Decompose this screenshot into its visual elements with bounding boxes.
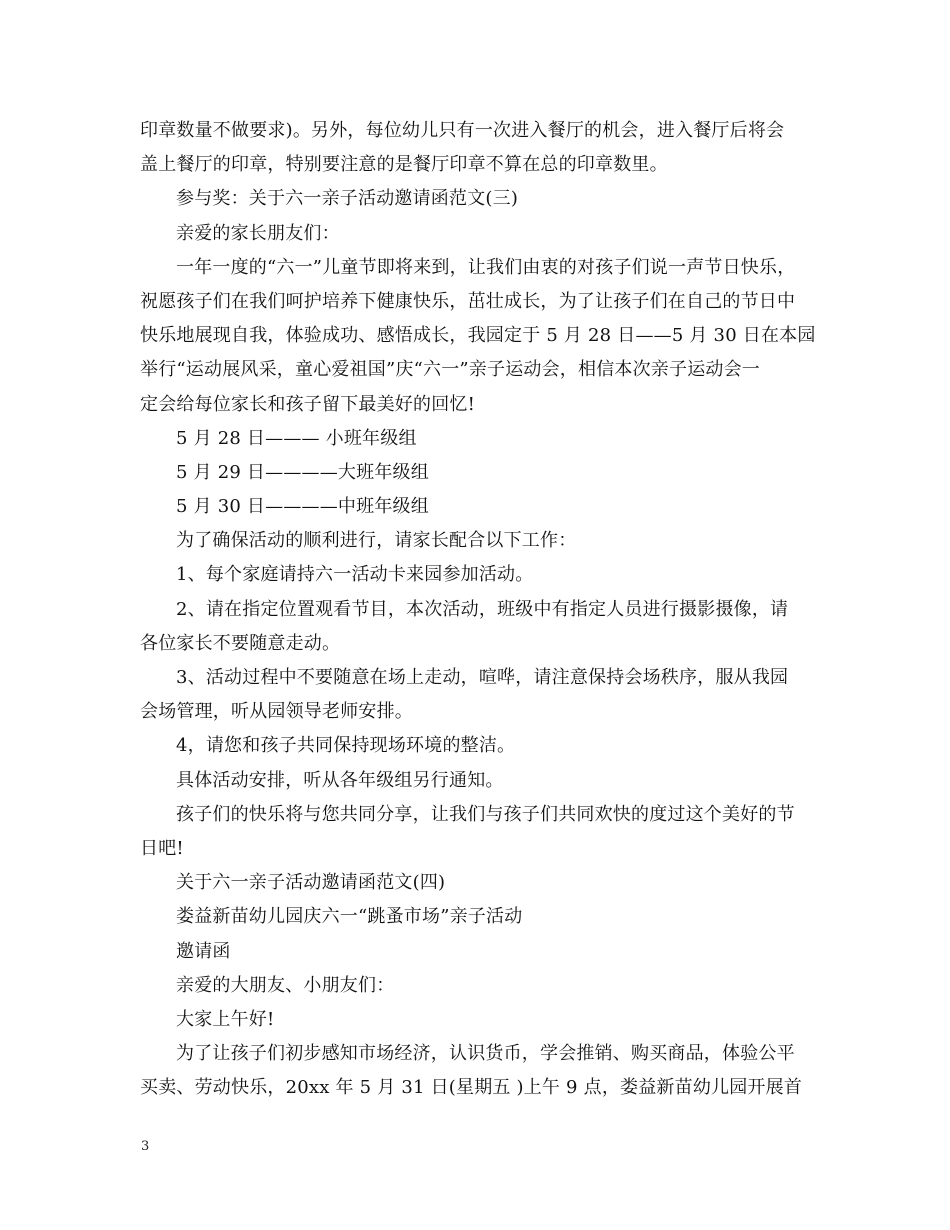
text-line: 快乐地展现自我，体验成功、感悟成长，我园定于 5 月 28 日——5 月 30 日在本园	[140, 325, 816, 347]
text-line: 亲爱的大朋友、小朋友们：	[176, 974, 395, 996]
text-line: 会场管理，听从园领导老师安排。	[140, 701, 413, 723]
text-line: 为了让孩子们初步感知市场经济，认识货币，学会推销、购买商品，体验公平	[176, 1043, 795, 1065]
document-body	[140, 114, 815, 1105]
text-line: 买卖、劳动快乐，20xx 年 5 月 31 日(星期五 )上午 9 点，娄益新苗幼儿园开展首	[140, 1077, 803, 1099]
text-line: 盖上餐厅的印章，特别要注意的是餐厅印章不算在总的印章数里。	[140, 154, 668, 176]
text-line: 娄益新苗幼儿园庆六一“跳蚤市场”亲子活动	[176, 906, 523, 928]
text-line: 为了确保活动的顺利进行，请家长配合以下工作：	[176, 530, 577, 552]
text-line: 孩子们的快乐将与您共同分享，让我们与孩子们共同欢快的度过这个美好的节	[176, 803, 795, 825]
text-line: 4，请您和孩子共同保持现场环境的整洁。	[176, 735, 516, 757]
text-line: 印章数量不做要求)。另外，每位幼儿只有一次进入餐厅的机会，进入餐厅后将会	[140, 120, 785, 141]
text-line: 具体活动安排，听从各年级组另行通知。	[176, 769, 504, 791]
text-line: 参与奖：关于六一亲子活动邀请函范文(三)	[176, 188, 519, 210]
text-line: 各位家长不要随意走动。	[140, 632, 341, 654]
text-line: 日吧!	[140, 837, 184, 859]
text-line: 1、每个家庭请持六一活动卡来园参加活动。	[176, 564, 534, 586]
text-line: 大家上午好!	[176, 1008, 275, 1030]
text-line: 一年一度的“六一”儿童节即将来到，让我们由衷的对孩子们说一声节日快乐，	[176, 256, 796, 278]
text-line: 亲爱的家长朋友们：	[176, 222, 340, 244]
text-line: 3、活动过程中不要随意在场上走动，喧哗，请注意保持会场秩序，服从我园	[176, 667, 789, 688]
text-line: 2、请在指定位置观看节目，本次活动，班级中有指定人员进行摄影摄像，请	[176, 598, 789, 620]
text-line: 5 月 29 日————大班年级组	[176, 461, 429, 483]
text-line: 5 月 28 日——— 小班年级组	[176, 427, 417, 449]
page-number: 3	[141, 1139, 150, 1154]
text-line: 祝愿孩子们在我们呵护培养下健康快乐，茁壮成长，为了让孩子们在自己的节日中	[140, 290, 796, 312]
text-line: 关于六一亲子活动邀请函范文(四)	[176, 872, 446, 894]
text-line: 5 月 30 日————中班年级组	[176, 496, 429, 518]
text-line: 邀请函	[176, 940, 231, 962]
text-line: 举行“运动展风采，童心爱祖国”庆“六一”亲子运动会，相信本次亲子运动会一	[140, 359, 761, 381]
text-line: 定会给每位家长和孩子留下最美好的回忆!	[140, 393, 476, 415]
